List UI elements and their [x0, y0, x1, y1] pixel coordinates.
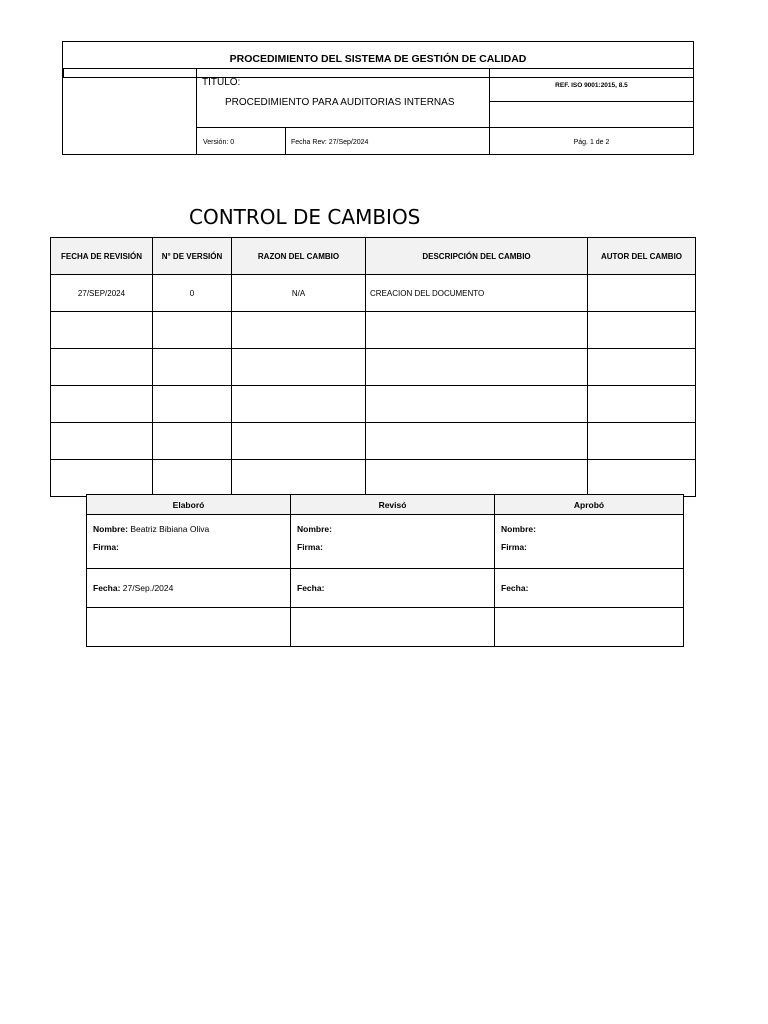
table-cell: CREACION DEL DOCUMENTO: [366, 275, 588, 312]
nombre-label: Nombre:: [297, 524, 332, 534]
nombre-label: Nombre:: [501, 524, 536, 534]
table-row: [51, 423, 696, 460]
firma-label: Firma:: [501, 542, 527, 552]
table-cell: [588, 423, 696, 460]
column-header: AUTOR DEL CAMBIO: [588, 238, 696, 275]
procedure-name: PROCEDIMIENTO PARA AUDITORIAS INTERNAS: [225, 97, 455, 108]
table-cell: [588, 275, 696, 312]
nombre-label: Nombre:: [93, 524, 128, 534]
reviso-date-cell: [291, 569, 495, 608]
system-title: PROCEDIMIENTO DEL SISTEMA DE GESTIÓN DE CALIDAD: [229, 53, 527, 65]
table-cell: [232, 312, 366, 349]
column-header: FECHA DE REVISIÓN: [51, 238, 153, 275]
fecha-label: Fecha:: [93, 583, 121, 593]
aprobo-name-cell: [495, 515, 684, 569]
blank-cell: [291, 608, 495, 647]
table-cell: [153, 423, 232, 460]
firma-label: Firma:: [93, 542, 119, 552]
signature-blank-row: [87, 608, 684, 647]
table-row: [51, 312, 696, 349]
table-cell: [51, 312, 153, 349]
table-cell: [232, 386, 366, 423]
reviso-header: Revisó: [291, 495, 495, 515]
signature-header-row: [87, 495, 684, 515]
signature-name-row: [87, 515, 684, 569]
table-cell: [232, 349, 366, 386]
table-header-row: [51, 238, 696, 275]
signature-date-row: [87, 569, 684, 608]
header-divider: [63, 68, 64, 77]
titulo-label: TITULO:: [202, 77, 241, 88]
table-row: [51, 349, 696, 386]
reviso-name-cell: [291, 515, 495, 569]
table-row: [51, 275, 696, 312]
revision-date: Fecha Rev: 27/Sep/2024: [291, 139, 369, 146]
table-cell: [153, 386, 232, 423]
table-cell: [232, 423, 366, 460]
header-divider: [63, 77, 693, 78]
table-cell: [588, 460, 696, 497]
elaboro-nombre: Beatriz Bibiana Oliva: [130, 524, 210, 534]
iso-reference: REF. ISO 9001:2015, 8.5: [555, 82, 628, 89]
change-control-table: [50, 237, 696, 497]
table-cell: [153, 312, 232, 349]
table-cell: [153, 349, 232, 386]
table-cell: [51, 349, 153, 386]
column-header: RAZON DEL CAMBIO: [232, 238, 366, 275]
control-title: CONTROL DE CAMBIOS: [189, 205, 421, 229]
table-cell: [366, 423, 588, 460]
table-row: [51, 386, 696, 423]
elaboro-name-cell: [87, 515, 291, 569]
aprobo-header: Aprobó: [495, 495, 684, 515]
aprobo-date-cell: [495, 569, 684, 608]
elaboro-header: Elaboró: [87, 495, 291, 515]
header-divider: [196, 68, 197, 155]
blank-cell: [495, 608, 684, 647]
fecha-label: Fecha:: [501, 583, 529, 593]
table-cell: [588, 349, 696, 386]
elaboro-date-cell: [87, 569, 291, 608]
page-number: Pág. 1 de 2: [573, 139, 610, 146]
signature-table: [86, 494, 684, 647]
table-cell: [588, 386, 696, 423]
table-row: [51, 460, 696, 497]
table-cell: [366, 460, 588, 497]
table-cell: [366, 386, 588, 423]
blank-cell: [87, 608, 291, 647]
header-divider: [196, 127, 693, 128]
table-cell: [588, 312, 696, 349]
version-label: Versión: 0: [203, 139, 235, 146]
table-cell: 27/SEP/2024: [51, 275, 153, 312]
column-header: DESCRIPCIÓN DEL CAMBIO: [366, 238, 588, 275]
table-cell: [51, 460, 153, 497]
fecha-label: Fecha:: [297, 583, 325, 593]
firma-label: Firma:: [297, 542, 323, 552]
table-cell: [51, 386, 153, 423]
table-cell: [366, 349, 588, 386]
table-cell: 0: [153, 275, 232, 312]
elaboro-fecha: 27/Sep./2024: [122, 583, 174, 593]
column-header: N° DE VERSIÓN: [153, 238, 232, 275]
table-cell: [366, 312, 588, 349]
table-cell: [232, 460, 366, 497]
table-cell: [51, 423, 153, 460]
header-divider: [489, 101, 693, 102]
table-cell: N/A: [232, 275, 366, 312]
header-divider: [63, 68, 693, 69]
header-divider: [285, 127, 286, 155]
table-cell: [153, 460, 232, 497]
